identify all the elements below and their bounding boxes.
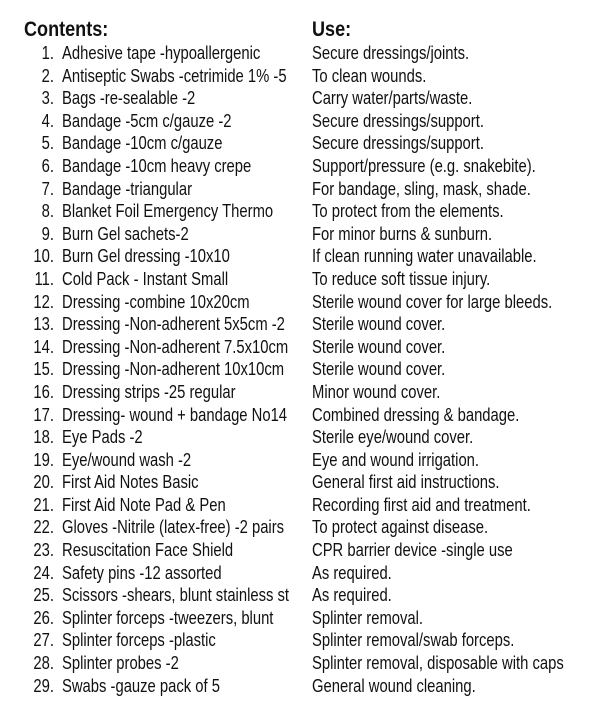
item-use: Eye and wound irrigation. [312, 448, 480, 470]
item-number: 18. [33, 426, 54, 448]
item-number: 13. [33, 313, 54, 335]
item-name: Dressing -Non-adherent 5x5cm -2 [62, 313, 285, 335]
list-item [0, 336, 600, 359]
list-item [0, 291, 600, 314]
contents-heading: Contents: [24, 18, 109, 41]
item-name: Splinter forceps -plastic [62, 629, 216, 651]
item-number: 24. [33, 561, 54, 583]
item-use: Minor wound cover. [312, 380, 441, 402]
item-number: 15. [33, 358, 54, 380]
item-name: Burn Gel dressing -10x10 [62, 245, 230, 267]
item-use: Support/pressure (e.g. snakebite). [312, 154, 536, 176]
item-use: Secure dressings/joints. [312, 42, 470, 63]
item-use: For minor burns & sunburn. [312, 222, 493, 244]
list-item [0, 562, 600, 585]
item-name: Swabs -gauze pack of 5 [62, 674, 220, 696]
item-name: Eye Pads -2 [62, 426, 143, 448]
item-name: Bags -re-sealable -2 [62, 87, 196, 109]
item-name: Bandage -triangular [62, 177, 192, 199]
item-number: 23. [33, 539, 54, 561]
item-number: 19. [33, 448, 54, 470]
item-use: As required. [312, 584, 392, 606]
item-number: 6. [41, 154, 54, 176]
list-item [0, 268, 600, 291]
item-use: Recording first aid and treatment. [312, 493, 531, 515]
list-item [0, 65, 600, 88]
item-number: 3. [41, 87, 54, 109]
item-number: 16. [33, 380, 54, 402]
item-use: General wound cleaning. [312, 674, 476, 696]
list-item [0, 313, 600, 336]
item-use: CPR barrier device -single use [312, 539, 513, 561]
list-item [0, 200, 600, 223]
list-item [0, 178, 600, 201]
item-name: Cold Pack - Instant Small [62, 267, 229, 289]
item-use: To clean wounds. [312, 64, 427, 86]
list-item [0, 155, 600, 178]
list-item [0, 607, 600, 630]
list-item [0, 449, 600, 472]
item-name: Antiseptic Swabs -cetrimide 1% -5 [62, 64, 287, 86]
item-name: Blanket Foil Emergency Thermo [62, 200, 274, 222]
item-name: First Aid Notes Basic [62, 471, 199, 493]
item-number: 27. [33, 629, 54, 651]
list-item [0, 629, 600, 652]
item-name: Dressing -Non-adherent 10x10cm [62, 358, 285, 380]
item-use: Splinter removal, disposable with caps [312, 652, 564, 674]
item-name: Bandage -5cm c/gauze -2 [62, 109, 232, 131]
list-item [0, 245, 600, 268]
item-name: Gloves -Nitrile (latex-free) -2 pairs [62, 516, 285, 538]
list-item [0, 539, 600, 562]
item-name: Safety pins -12 assorted [62, 561, 222, 583]
item-number: 12. [33, 290, 54, 312]
item-use: Sterile eye/wound cover. [312, 426, 474, 448]
item-use: Sterile wound cover. [312, 358, 446, 380]
item-number: 25. [33, 584, 54, 606]
item-name: Splinter probes -2 [62, 652, 179, 674]
list-item [0, 516, 600, 539]
item-use: Splinter removal. [312, 606, 424, 628]
item-use: Sterile wound cover for large bleeds. [312, 290, 553, 312]
list-item [0, 110, 600, 133]
list-item [0, 584, 600, 607]
item-use: For bandage, sling, mask, shade. [312, 177, 531, 199]
item-name: Adhesive tape -hypoallergenic [62, 42, 261, 63]
list-item [0, 381, 600, 404]
item-use: Carry water/parts/waste. [312, 87, 473, 109]
item-number: 5. [41, 132, 54, 154]
list-item [0, 426, 600, 449]
item-use: Secure dressings/support. [312, 109, 484, 131]
item-use: Sterile wound cover. [312, 335, 446, 357]
item-use: If clean running water unavailable. [312, 245, 537, 267]
item-name: First Aid Note Pad & Pen [62, 493, 226, 515]
item-number: 21. [33, 493, 54, 515]
list-item [0, 675, 600, 698]
item-name: Bandage -10cm heavy crepe [62, 154, 252, 176]
item-number: 10. [33, 245, 54, 267]
item-name: Splinter forceps -tweezers, blunt [62, 606, 274, 628]
list-item [0, 42, 600, 65]
item-number: 26. [33, 606, 54, 628]
item-use: To protect against disease. [312, 516, 489, 538]
item-number: 17. [33, 403, 54, 425]
item-name: Eye/wound wash -2 [62, 448, 192, 470]
item-name: Dressing strips -25 regular [62, 380, 236, 402]
item-number: 22. [33, 516, 54, 538]
item-name: Bandage -10cm c/gauze [62, 132, 223, 154]
item-use: To protect from the elements. [312, 200, 504, 222]
item-number: 1. [41, 42, 54, 63]
list-item [0, 223, 600, 246]
item-use: As required. [312, 561, 392, 583]
item-number: 11. [34, 267, 54, 289]
item-use: Splinter removal/swab forceps. [312, 629, 515, 651]
item-number: 9. [41, 222, 54, 244]
contents-list [0, 42, 600, 697]
item-name: Dressing -combine 10x20cm [62, 290, 250, 312]
item-number: 29. [33, 674, 54, 696]
item-use: Combined dressing & bandage. [312, 403, 520, 425]
item-name: Burn Gel sachets-2 [62, 222, 189, 244]
item-number: 4. [41, 109, 54, 131]
item-name: Dressing -Non-adherent 7.5x10cm [62, 335, 289, 357]
item-number: 14. [33, 335, 54, 357]
list-item [0, 471, 600, 494]
item-use: Sterile wound cover. [312, 313, 446, 335]
item-number: 28. [33, 652, 54, 674]
list-item [0, 358, 600, 381]
item-name: Scissors -shears, blunt stainless st [62, 584, 290, 606]
item-use: To reduce soft tissue injury. [312, 267, 491, 289]
list-item [0, 132, 600, 155]
item-number: 8. [41, 200, 54, 222]
item-name: Resuscitation Face Shield [62, 539, 234, 561]
list-item [0, 652, 600, 675]
list-item [0, 494, 600, 517]
item-number: 20. [33, 471, 54, 493]
item-name: Dressing- wound + bandage No14 [62, 403, 288, 425]
item-number: 2. [41, 64, 54, 86]
list-item [0, 87, 600, 110]
use-heading: Use: [312, 18, 352, 41]
item-number: 7. [41, 177, 54, 199]
list-item [0, 404, 600, 427]
item-use: Secure dressings/support. [312, 132, 484, 154]
item-use: General first aid instructions. [312, 471, 500, 493]
